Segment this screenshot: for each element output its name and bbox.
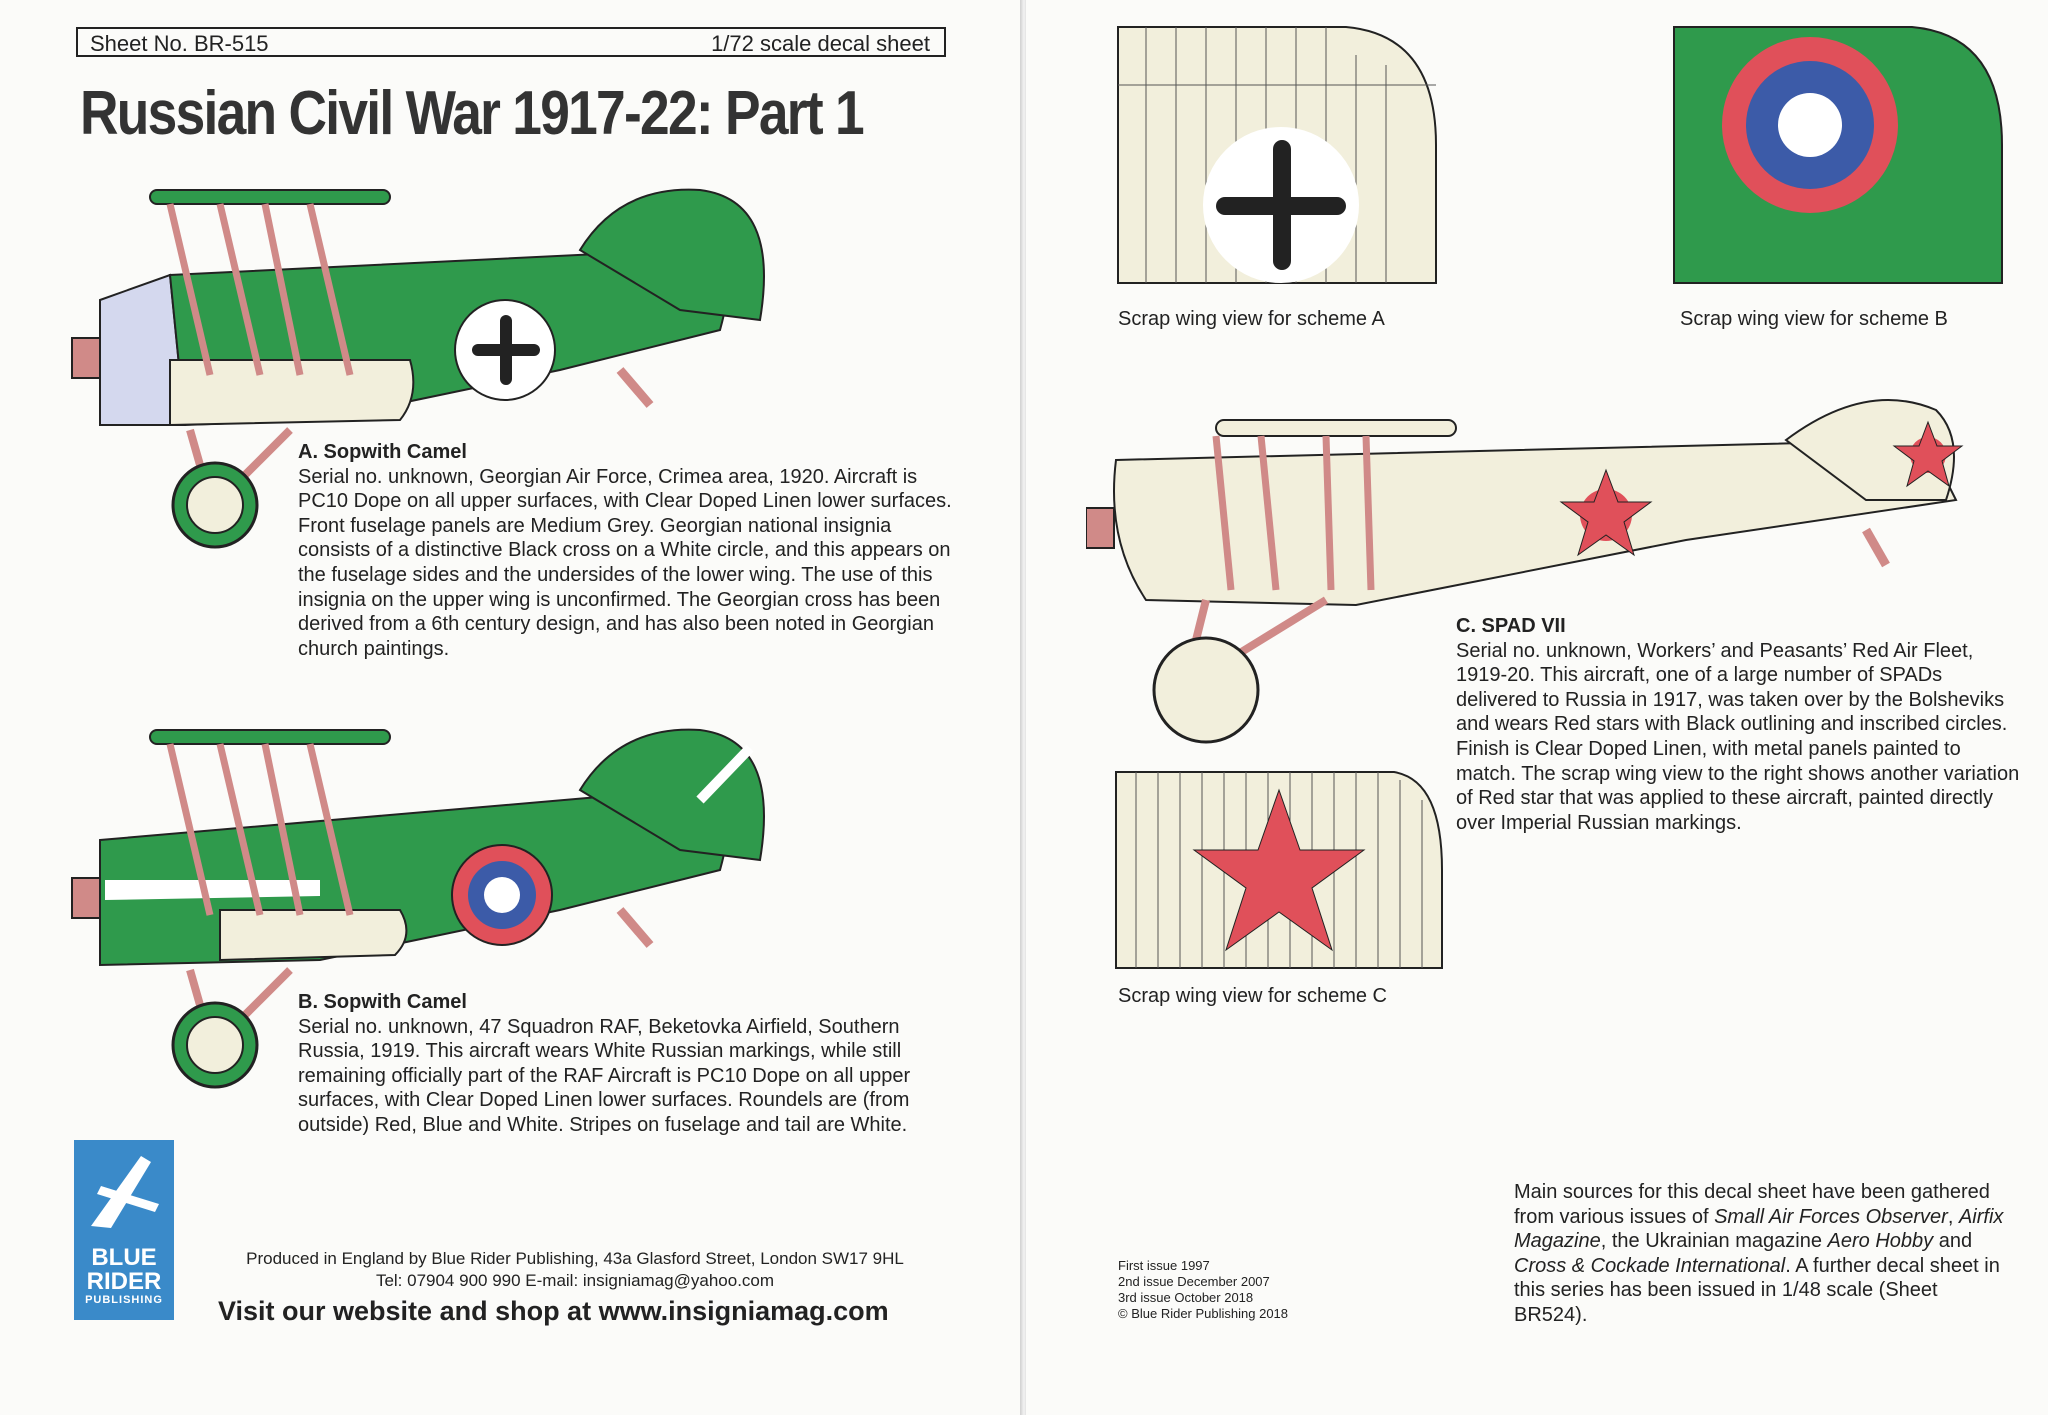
wing-c-caption: Scrap wing view for scheme C [1118, 985, 1387, 1007]
scheme-b-text: Serial no. unknown, 47 Squadron RAF, Beketovka Airfield, Southern Russia, 1919. This aircraft wears White Russian markings, while still remaining officially part of the RAF Aircraft is PC10 Dope on all upper surfaces, with Clear Doped Linen lower surfaces. Roundels are (from outside) Red, Blue and White. Stripes on fuselage and tail are White. [298, 1015, 911, 1136]
scheme-b-description [298, 990, 958, 1138]
sources-note [1514, 1180, 2004, 1328]
issue-history [1118, 1258, 1288, 1322]
source-cross-and-cockade: Cross & Cockade International [1514, 1254, 1786, 1277]
blue-rider-logo [74, 1140, 174, 1320]
wing-view-c [1114, 770, 1446, 972]
sources-part-5: . A further decal sheet in this series has been issued in 1/48 scale (Sheet BR524). [1514, 1254, 2000, 1326]
scheme-c-text: Serial no. unknown, Workers’ and Peasants’ Red Air Fleet, 1919-20. This aircraft, one of a large number of SPADs delivered to Russia in 1917, was taken over by the Bolsheviks and wears Red stars with Black outlining and inscribed circles. Finish is Clear Doped Linen, with metal panels painted to match. The scrap wing view to the right shows another variation of Red star that was applied to these aircraft, painted directly over Imperial Russian markings. [1456, 639, 2020, 834]
page-title: Russian Civil War 1917-22: Part 1 [80, 79, 863, 148]
scheme-c-heading: C. SPAD VII [1456, 615, 1566, 637]
left-page [0, 0, 1022, 1415]
produced-by: Produced in England by Blue Rider Publishing, 43a Glasford Street, London SW17 9HL [246, 1249, 904, 1268]
sheet-number: Sheet No. BR-515 [90, 31, 269, 56]
sources-part-2: , [1947, 1205, 1959, 1228]
right-page [1026, 0, 2048, 1415]
wing-b-caption: Scrap wing view for scheme B [1680, 308, 1948, 330]
website-link[interactable]: Visit our website and shop at www.insigniamag.com [218, 1296, 889, 1326]
logo-line-3: PUBLISHING [85, 1294, 163, 1306]
scheme-b-heading: B. Sopwith Camel [298, 991, 467, 1013]
second-issue: 2nd issue December 2007 [1118, 1274, 1270, 1289]
scheme-a-text: Serial no. unknown, Georgian Air Force, Crimea area, 1920. Aircraft is PC10 Dope on all upper surfaces, with Clear Doped Linen lower surfaces. Front fuselage panels are Medium Grey. Georgian national insignia consists of a distinctive Black cross on a White circle, and this appears on the fuselage sides and the undersides of the lower wing. The use of this insignia on the upper wing is unconfirmed. The Georgian cross has been derived from a 6th century design, and has also been noted in Georgian church paintings. [298, 465, 952, 660]
sources-part-1: Main sources for this decal sheet have been gathered from various issues of [1514, 1181, 1990, 1228]
sources-part-3: , the Ukrainian magazine [1600, 1230, 1828, 1253]
scheme-a-description [298, 440, 958, 661]
source-airfix-magazine: Airfix Magazine [1514, 1205, 2004, 1253]
logo-line-1: BLUE [91, 1244, 157, 1271]
third-issue: 3rd issue October 2018 [1118, 1290, 1254, 1305]
sources-part-4: and [1933, 1230, 1973, 1253]
wing-view-b [1672, 25, 2012, 290]
copyright: © Blue Rider Publishing 2018 [1118, 1306, 1289, 1321]
first-issue: First issue 1997 [1118, 1258, 1210, 1273]
contact-info: Tel: 07904 900 990 E-mail: insigniamag@yahoo.com [375, 1271, 775, 1290]
scale-label: 1/72 scale decal sheet [711, 31, 930, 56]
scheme-c-description [1456, 614, 2026, 835]
source-aero-hobby: Aero Hobby [1827, 1230, 1934, 1253]
scheme-a-heading: A. Sopwith Camel [298, 441, 467, 463]
wing-a-caption: Scrap wing view for scheme A [1118, 308, 1385, 330]
logo-line-2: RIDER [86, 1268, 162, 1295]
production-info [225, 1248, 925, 1292]
wing-view-a [1116, 25, 1446, 290]
source-small-air-forces-observer: Small Air Forces Observer [1714, 1205, 1948, 1228]
airplane-logo-icon [81, 1146, 167, 1242]
sheet-header [76, 27, 946, 57]
